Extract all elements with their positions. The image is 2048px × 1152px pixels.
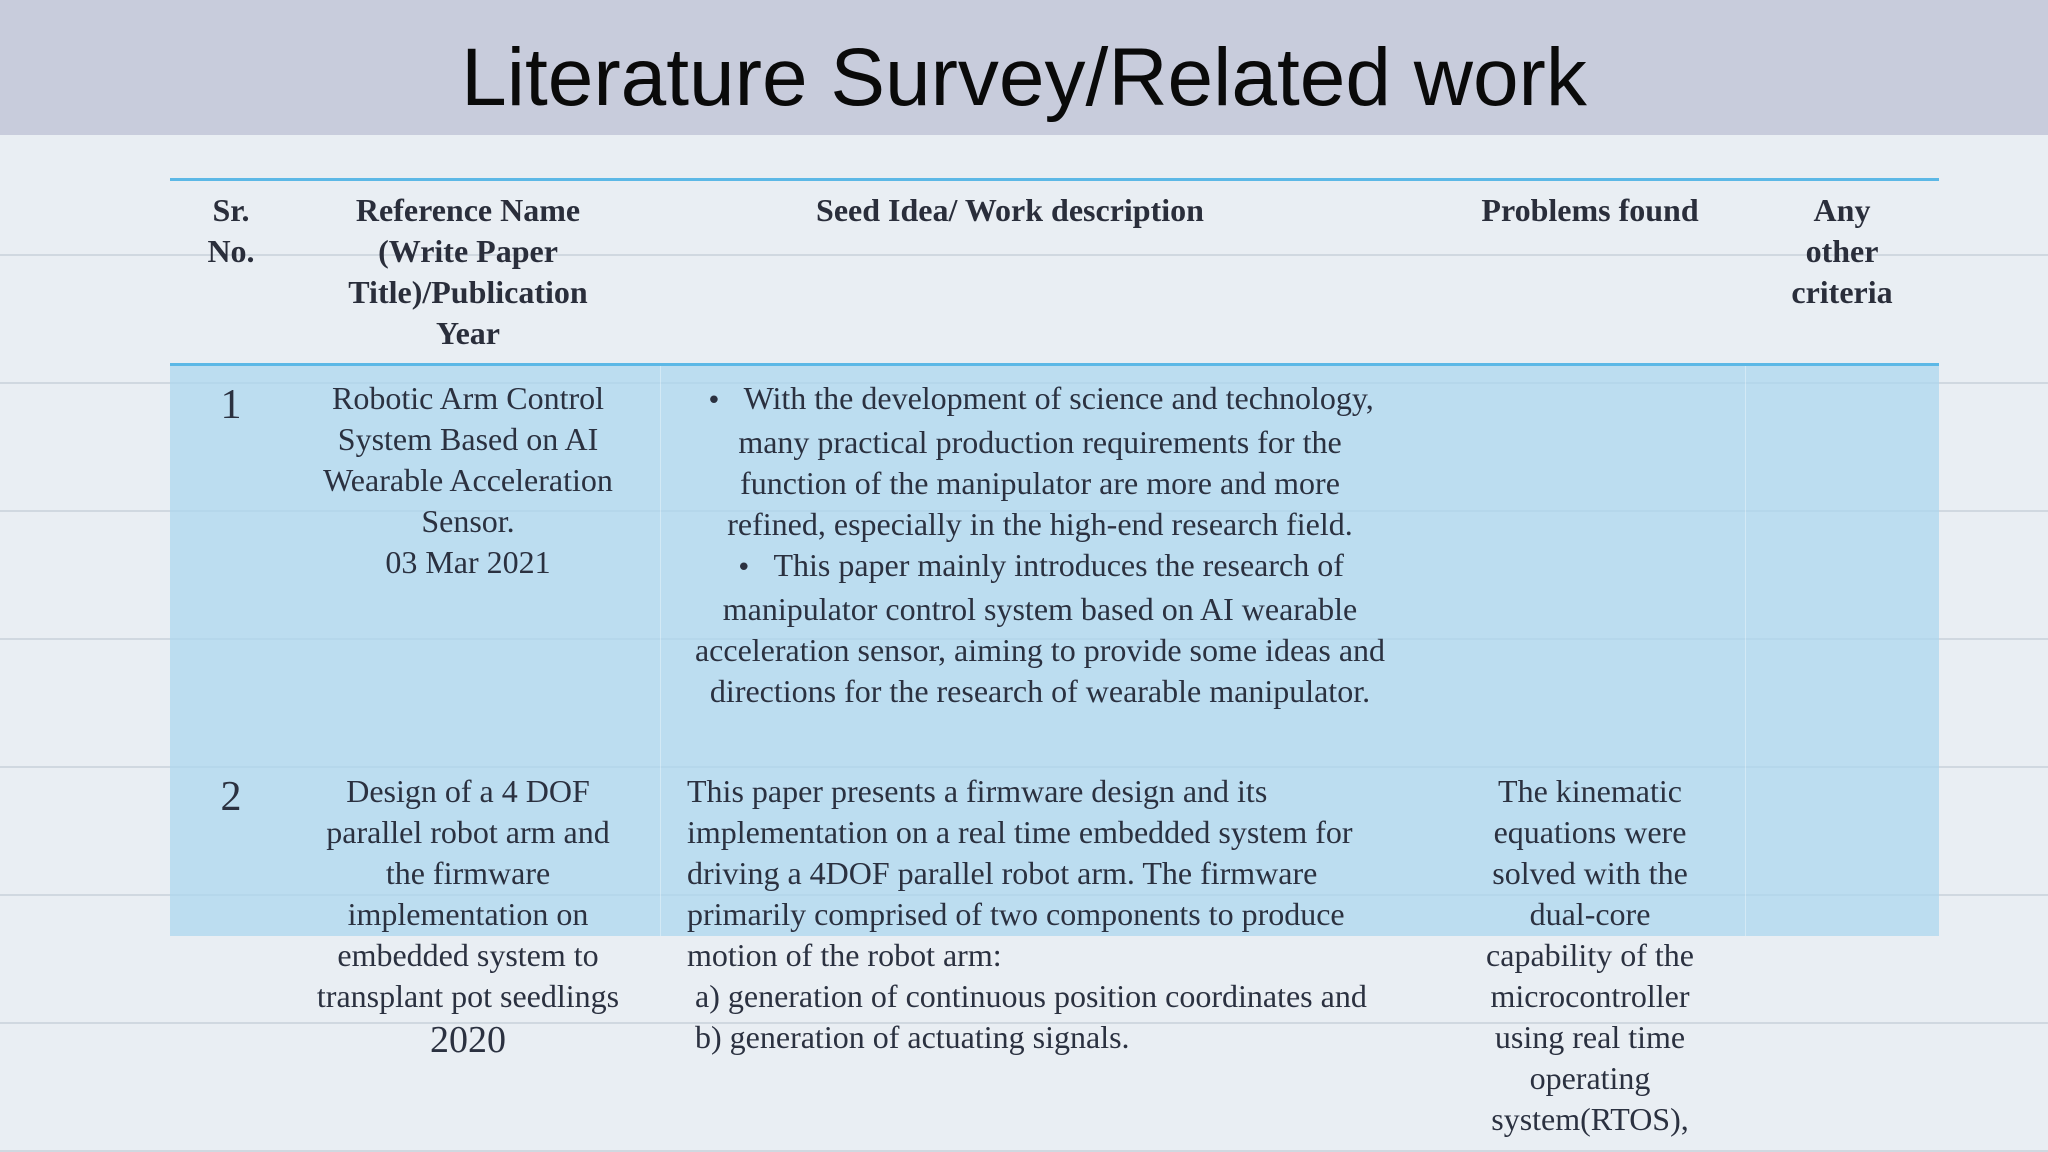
bullet-icon: • xyxy=(736,553,752,583)
row-2-description xyxy=(687,771,1417,1058)
row-2-item: a) generation of continuous position coordinates and xyxy=(695,978,1367,1014)
row-1-reference-title: Robotic Arm Control System Based on AI Wearable Acceleration Sensor. xyxy=(323,380,613,539)
row-1-bullet: • With the development of science and technology, many practical production requirements for the function of the manipulator are more and more refined, especially in the high-end research field. xyxy=(706,380,1374,542)
header-seed-label: Seed Idea/ Work description xyxy=(816,192,1204,228)
header-other xyxy=(1745,190,1939,313)
row-1-bullet: • This paper mainly introduces the research of manipulator control system based on AI wearable acceleration sensor, aiming to provide some ideas and directions for the research of wearable manipulator. xyxy=(694,547,1386,709)
row-2-problems: The kinematic equations were solved with the dual-core capability of the microcontroller using real time operating system(RTOS), xyxy=(1486,773,1694,1137)
row-1-reference-year: 03 Mar 2021 xyxy=(385,544,551,580)
header-reference xyxy=(292,190,644,354)
header-seed xyxy=(760,190,1260,231)
bullet-icon: • xyxy=(706,386,722,416)
row-1-sr: 1 xyxy=(220,382,242,428)
title-bar xyxy=(0,0,2048,135)
row-1-description xyxy=(690,378,1390,712)
header-problems-label: Problems found xyxy=(1481,192,1699,228)
header-sr-label: Sr. No. xyxy=(207,192,255,269)
row-2-item: b) generation of actuating signals. xyxy=(695,1019,1130,1055)
header-other-label: Any other criteria xyxy=(1791,192,1893,310)
row-2-reference-title: Design of a 4 DOF parallel robot arm and the firmware implementation on embedded system to transplant pot seedlings xyxy=(316,773,620,1014)
row-2-reference-year: 2020 xyxy=(430,1019,506,1061)
header-reference-label: Reference Name (Write Paper Title)/Publication Year xyxy=(348,192,588,351)
row-2-sr: 2 xyxy=(220,774,242,820)
row-2-reference xyxy=(292,771,644,1063)
literature-table xyxy=(170,178,1939,1152)
header-sr xyxy=(170,190,292,272)
column-divider xyxy=(660,366,661,936)
table-top-rule xyxy=(170,178,1939,181)
slide-title: Literature Survey/Related work xyxy=(461,32,1587,123)
row-1-reference xyxy=(292,378,644,583)
column-divider xyxy=(1745,366,1746,936)
row-2-description-text: This paper presents a firmware design and its implementation on a real time embedded system for driving a 4DOF parallel robot arm. The firmware primarily comprised of two components to produce motion of the robot arm: xyxy=(687,773,1353,973)
header-problems xyxy=(1415,190,1765,231)
